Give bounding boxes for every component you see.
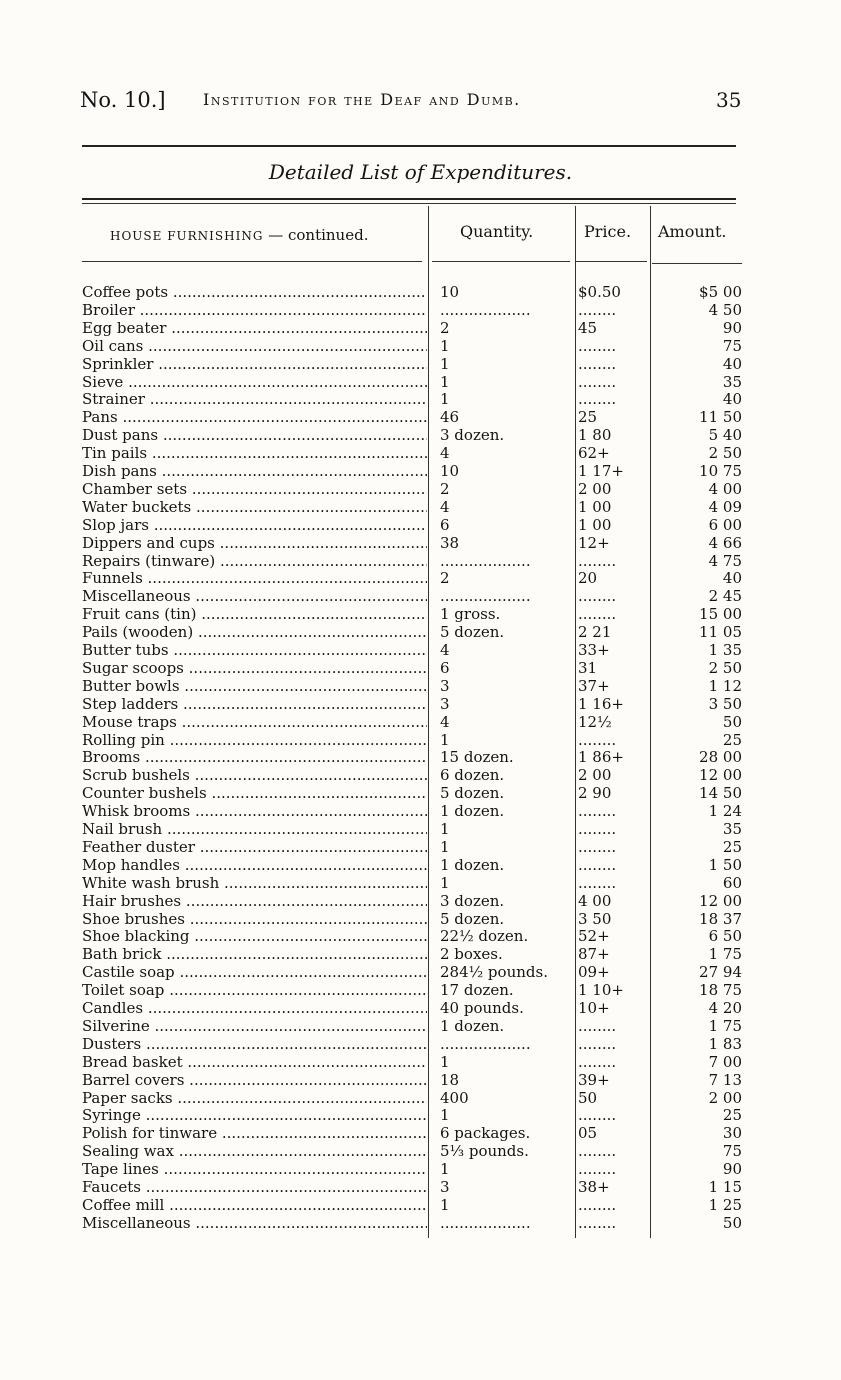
section-name: HOUSE FURNISHING xyxy=(110,229,264,243)
amount-cell: 60 xyxy=(722,873,742,892)
amount-cell: 1 50 xyxy=(708,855,742,874)
table-row xyxy=(0,534,841,552)
item-name: Oil cans ..... xyxy=(82,337,427,355)
section-continued: — continued. xyxy=(263,226,369,244)
table-row xyxy=(0,480,841,498)
price-cell: 10+ xyxy=(578,999,610,1017)
table-row xyxy=(0,373,841,391)
quantity-cell: 1 xyxy=(440,354,450,373)
quantity-cell: 5 dozen. xyxy=(440,909,505,928)
item-name: Hair brushes ..... xyxy=(82,892,427,910)
amount-cell: 1 12 xyxy=(708,676,742,695)
table-row xyxy=(0,426,841,444)
item-name: Dish pans ..... xyxy=(82,462,427,480)
quantity-cell: 3 xyxy=(440,1178,450,1196)
price-cell: ........ xyxy=(578,551,617,570)
item-name: Pails (wooden) ..... xyxy=(82,623,427,641)
quantity-cell: 6 xyxy=(440,515,450,534)
quantity-cell: 1 gross. xyxy=(440,605,501,624)
price-cell: ........ xyxy=(578,837,617,856)
amount-cell: 15 00 xyxy=(699,605,742,624)
table-row xyxy=(0,605,841,623)
amount-cell: 75 xyxy=(722,336,742,355)
item-name: Pans ..... xyxy=(82,408,427,426)
table-row xyxy=(0,677,841,695)
quantity-cell: 1 dozen. xyxy=(440,1016,505,1035)
quantity-cell: 15 dozen. xyxy=(440,748,514,767)
price-cell: 31 xyxy=(578,658,598,677)
amount-cell: 6 50 xyxy=(708,927,742,946)
item-name: Bread basket ..... xyxy=(82,1053,427,1071)
price-cell: 1 17+ xyxy=(578,462,624,480)
quantity-cell: 400 xyxy=(440,1088,469,1107)
table-row xyxy=(0,1142,841,1160)
price-cell: 05 xyxy=(578,1124,598,1143)
table-row xyxy=(0,945,841,963)
table-row xyxy=(0,1071,841,1089)
quantity-cell: 1 xyxy=(440,1160,450,1179)
price-cell: ........ xyxy=(578,605,617,624)
amount-cell: 14 50 xyxy=(699,784,742,803)
table-row xyxy=(0,838,841,856)
table-row xyxy=(0,283,841,301)
item-name: Miscellaneous ..... xyxy=(82,587,427,605)
amount-cell: 40 xyxy=(722,354,742,373)
amount-cell: 50 xyxy=(722,712,742,731)
price-cell: ........ xyxy=(578,873,617,892)
item-name: Sugar scoops ..... xyxy=(82,659,427,677)
quantity-cell: ................... xyxy=(440,1213,531,1232)
item-name: Repairs (tinware) ..... xyxy=(82,552,427,570)
amount-cell: 11 05 xyxy=(699,623,742,642)
price-cell: 1 80 xyxy=(578,426,612,445)
item-name: Mop handles ..... xyxy=(82,856,427,874)
item-name: Butter bowls ..... xyxy=(82,677,427,695)
item-name: Sprinkler ..... xyxy=(82,355,427,373)
quantity-cell: ................... xyxy=(440,300,531,319)
amount-cell: 4 20 xyxy=(708,999,742,1017)
item-name: Syringe ..... xyxy=(82,1106,427,1124)
amount-cell: 4 00 xyxy=(708,479,742,498)
table-row xyxy=(0,623,841,641)
quantity-cell: 1 xyxy=(440,873,450,892)
running-header xyxy=(0,88,841,118)
item-name: Castile soap ..... xyxy=(82,963,427,981)
quantity-cell: 2 xyxy=(440,318,450,337)
item-name: Faucets ..... xyxy=(82,1178,427,1196)
amount-cell: 1 75 xyxy=(708,1016,742,1035)
price-cell: 1 00 xyxy=(578,497,612,516)
price-cell: 12+ xyxy=(578,533,610,552)
table-row xyxy=(0,641,841,659)
table-row xyxy=(0,1214,841,1232)
item-name: Coffee pots ..... xyxy=(82,283,427,301)
amount-cell: 27 94 xyxy=(699,963,742,982)
quantity-cell: ................... xyxy=(440,1034,531,1053)
quantity-cell: 1 xyxy=(440,336,450,355)
price-cell: ........ xyxy=(578,1160,617,1179)
table-row xyxy=(0,856,841,874)
section-heading xyxy=(110,226,368,244)
price-cell: ........ xyxy=(578,1052,617,1071)
amount-cell: 4 75 xyxy=(708,551,742,570)
item-name: Coffee mill ..... xyxy=(82,1196,427,1214)
table-row xyxy=(0,462,841,480)
price-cell: ........ xyxy=(578,730,617,749)
quantity-cell: 4 xyxy=(440,712,450,731)
amount-cell: 90 xyxy=(722,1160,742,1179)
table-row xyxy=(0,355,841,373)
item-name: Sieve ..... xyxy=(82,373,427,391)
amount-cell: 1 83 xyxy=(708,1034,742,1053)
quantity-cell: 6 packages. xyxy=(440,1124,531,1143)
price-cell: 2 21 xyxy=(578,623,612,642)
header-underline-price xyxy=(575,261,647,262)
table-row xyxy=(0,713,841,731)
quantity-cell: 6 xyxy=(440,658,450,677)
item-name: Water buckets ..... xyxy=(82,498,427,516)
quantity-cell: 1 xyxy=(440,820,450,838)
price-cell: 52+ xyxy=(578,927,610,946)
quantity-cell: 46 xyxy=(440,408,460,427)
table-row xyxy=(0,820,841,838)
price-cell: 45 xyxy=(578,318,598,337)
amount-cell: 75 xyxy=(722,1142,742,1161)
item-name: Silverine ..... xyxy=(82,1017,427,1035)
quantity-cell: 3 dozen. xyxy=(440,891,505,910)
price-cell: 2 00 xyxy=(578,479,612,498)
table-row xyxy=(0,301,841,319)
table-top-rule xyxy=(82,198,736,200)
item-name: Funnels ..... xyxy=(82,569,427,587)
amount-cell: 1 25 xyxy=(708,1195,742,1214)
price-cell: 1 86+ xyxy=(578,748,624,767)
amount-cell: 30 xyxy=(722,1124,742,1143)
amount-cell: 25 xyxy=(722,1106,742,1125)
price-cell: 33+ xyxy=(578,641,610,659)
table-row xyxy=(0,337,841,355)
quantity-cell: 3 dozen. xyxy=(440,426,505,445)
price-cell: ........ xyxy=(578,1195,617,1214)
item-name: Chamber sets ..... xyxy=(82,480,427,498)
amount-cell: $5 00 xyxy=(699,283,742,301)
table-row xyxy=(0,444,841,462)
header-rule xyxy=(82,145,736,147)
item-name: Polish for tinware ..... xyxy=(82,1124,427,1142)
amount-cell: 3 50 xyxy=(708,694,742,713)
price-cell: ........ xyxy=(578,802,617,821)
item-name: Dippers and cups ..... xyxy=(82,534,427,552)
item-name: Shoe brushes ..... xyxy=(82,910,427,928)
table-row xyxy=(0,802,841,820)
quantity-cell: 1 xyxy=(440,837,450,856)
amount-cell: 1 75 xyxy=(708,945,742,964)
price-cell: ........ xyxy=(578,1213,617,1232)
table-row xyxy=(0,1160,841,1178)
amount-cell: 35 xyxy=(722,372,742,391)
table-row xyxy=(0,927,841,945)
quantity-cell: 22½ dozen. xyxy=(440,927,529,946)
amount-cell: 1 35 xyxy=(708,641,742,659)
item-name: Brooms ..... xyxy=(82,748,427,766)
item-name: Scrub bushels ..... xyxy=(82,766,427,784)
item-name: Dusters ..... xyxy=(82,1035,427,1053)
quantity-cell: 3 xyxy=(440,694,450,713)
amount-cell: 4 09 xyxy=(708,497,742,516)
price-cell: ........ xyxy=(578,300,617,319)
price-cell: 20 xyxy=(578,569,598,588)
price-cell: 12½ xyxy=(578,712,612,731)
price-cell: 38+ xyxy=(578,1178,610,1196)
table-row xyxy=(0,910,841,928)
item-name: Nail brush ..... xyxy=(82,820,427,838)
item-name: Butter tubs ..... xyxy=(82,641,427,659)
quantity-cell: 2 xyxy=(440,479,450,498)
quantity-cell: 1 xyxy=(440,372,450,391)
table-row xyxy=(0,569,841,587)
quantity-cell: 4 xyxy=(440,641,450,659)
price-cell: 1 10+ xyxy=(578,981,624,1000)
quantity-cell: 5 dozen. xyxy=(440,784,505,803)
amount-cell: 1 15 xyxy=(708,1178,742,1196)
item-name: Whisk brooms ..... xyxy=(82,802,427,820)
quantity-cell: 3 xyxy=(440,676,450,695)
table-top-rule-thin xyxy=(82,203,736,204)
table-row xyxy=(0,587,841,605)
table-row xyxy=(0,1196,841,1214)
item-name: Slop jars ..... xyxy=(82,516,427,534)
amount-cell: 1 24 xyxy=(708,802,742,821)
item-name: White wash brush ..... xyxy=(82,874,427,892)
item-name: Paper sacks ..... xyxy=(82,1089,427,1107)
quantity-cell: ................... xyxy=(440,551,531,570)
item-name: Egg beater ..... xyxy=(82,319,427,337)
amount-cell: 5 40 xyxy=(708,426,742,445)
quantity-cell: 4 xyxy=(440,497,450,516)
amount-cell: 18 75 xyxy=(699,981,742,1000)
amount-cell: 40 xyxy=(722,390,742,409)
page-subtitle: Detailed List of Expenditures. xyxy=(268,160,573,184)
quantity-cell: 4 xyxy=(440,444,450,463)
amount-cell: 18 37 xyxy=(699,909,742,928)
amount-cell: 4 50 xyxy=(708,300,742,319)
quantity-cell: 6 dozen. xyxy=(440,766,505,785)
amount-cell: 50 xyxy=(722,1213,742,1232)
quantity-cell: 1 xyxy=(440,1106,450,1125)
table-row xyxy=(0,1178,841,1196)
item-name: Feather duster ..... xyxy=(82,838,427,856)
price-cell: 37+ xyxy=(578,676,610,695)
header-underline-section xyxy=(82,261,422,262)
price-cell: 1 16+ xyxy=(578,694,624,713)
price-cell: 39+ xyxy=(578,1070,610,1089)
amount-cell: 7 13 xyxy=(708,1070,742,1089)
price-cell: ........ xyxy=(578,1016,617,1035)
amount-cell: 12 00 xyxy=(699,891,742,910)
table-row xyxy=(0,659,841,677)
item-name: Step ladders ..... xyxy=(82,695,427,713)
quantity-cell: 2 xyxy=(440,569,450,588)
amount-cell: 2 00 xyxy=(708,1088,742,1107)
price-cell: 4 00 xyxy=(578,891,612,910)
price-cell: ........ xyxy=(578,1142,617,1161)
price-cell: ........ xyxy=(578,855,617,874)
price-cell: 3 50 xyxy=(578,909,612,928)
amount-cell: 2 50 xyxy=(708,444,742,463)
amount-cell: 2 50 xyxy=(708,658,742,677)
amount-cell: 90 xyxy=(722,318,742,337)
price-cell: 87+ xyxy=(578,945,610,964)
amount-cell: 6 00 xyxy=(708,515,742,534)
price-cell: ........ xyxy=(578,1034,617,1053)
price-cell: ........ xyxy=(578,587,617,606)
table-row xyxy=(0,748,841,766)
price-cell: 2 00 xyxy=(578,766,612,785)
table-row xyxy=(0,1017,841,1035)
quantity-cell: 5 dozen. xyxy=(440,623,505,642)
quantity-cell: 1 dozen. xyxy=(440,855,505,874)
table-row xyxy=(0,695,841,713)
quantity-cell: 1 xyxy=(440,730,450,749)
price-cell: 09+ xyxy=(578,963,610,982)
item-name: Sealing wax ..... xyxy=(82,1142,427,1160)
amount-cell: 7 00 xyxy=(708,1052,742,1071)
table-row xyxy=(0,892,841,910)
item-name: Shoe blacking ..... xyxy=(82,927,427,945)
item-name: Strainer ..... xyxy=(82,390,427,408)
item-name: Rolling pin ..... xyxy=(82,731,427,749)
quantity-cell: 18 xyxy=(440,1070,460,1089)
quantity-cell: 40 pounds. xyxy=(440,999,524,1017)
item-name: Mouse traps ..... xyxy=(82,713,427,731)
item-name: Dust pans ..... xyxy=(82,426,427,444)
amount-cell: 28 00 xyxy=(699,748,742,767)
table-row xyxy=(0,874,841,892)
price-cell: 50 xyxy=(578,1088,598,1107)
price-cell: $0.50 xyxy=(578,283,621,301)
amount-cell: 25 xyxy=(722,730,742,749)
quantity-header: Quantity. xyxy=(460,222,534,241)
quantity-cell: ................... xyxy=(440,587,531,606)
header-underline-quantity xyxy=(432,261,570,262)
table-row xyxy=(0,981,841,999)
table-row xyxy=(0,1106,841,1124)
quantity-cell: 1 xyxy=(440,1052,450,1071)
item-name: Tin pails ..... xyxy=(82,444,427,462)
table-row xyxy=(0,766,841,784)
quantity-cell: 10 xyxy=(440,283,460,301)
table-row xyxy=(0,390,841,408)
price-cell: 2 90 xyxy=(578,784,612,803)
price-cell: 25 xyxy=(578,408,598,427)
quantity-cell: 10 xyxy=(440,462,460,480)
quantity-cell: 1 xyxy=(440,390,450,409)
quantity-cell: 284½ pounds. xyxy=(440,963,548,982)
item-name: Candles ..... xyxy=(82,999,427,1017)
quantity-cell: 1 dozen. xyxy=(440,802,505,821)
price-cell: ........ xyxy=(578,336,617,355)
item-name: Toilet soap ..... xyxy=(82,981,427,999)
item-name: Counter bushels ..... xyxy=(82,784,427,802)
item-name: Bath brick ..... xyxy=(82,945,427,963)
table-row xyxy=(0,516,841,534)
item-name: Barrel covers ..... xyxy=(82,1071,427,1089)
table-row xyxy=(0,1124,841,1142)
price-cell: 62+ xyxy=(578,444,610,463)
table-row xyxy=(0,963,841,981)
table-row xyxy=(0,784,841,802)
table-row xyxy=(0,1089,841,1107)
price-cell: ........ xyxy=(578,372,617,391)
quantity-cell: 38 xyxy=(440,533,460,552)
amount-cell: 10 75 xyxy=(699,462,742,480)
price-cell: 1 00 xyxy=(578,515,612,534)
quantity-cell: 2 boxes. xyxy=(440,945,503,964)
header-underline-amount xyxy=(652,263,742,264)
price-cell: ........ xyxy=(578,1106,617,1125)
amount-cell: 35 xyxy=(722,820,742,838)
item-name: Tape lines ..... xyxy=(82,1160,427,1178)
table-row xyxy=(0,498,841,516)
quantity-cell: 17 dozen. xyxy=(440,981,514,1000)
price-cell: ........ xyxy=(578,354,617,373)
amount-header: Amount. xyxy=(658,222,727,241)
price-cell: ........ xyxy=(578,390,617,409)
item-name: Broiler ..... xyxy=(82,301,427,319)
table-row xyxy=(0,552,841,570)
table-row xyxy=(0,1035,841,1053)
table-row xyxy=(0,999,841,1017)
quantity-cell: 1 xyxy=(440,1195,450,1214)
price-cell: ........ xyxy=(578,820,617,838)
item-name: Miscellaneous ..... xyxy=(82,1214,427,1232)
amount-cell: 40 xyxy=(722,569,742,588)
running-title: Institution for the Deaf and Dumb. xyxy=(203,90,521,109)
amount-cell: 2 45 xyxy=(708,587,742,606)
page-number: 35 xyxy=(716,88,742,112)
table-row xyxy=(0,1053,841,1071)
amount-cell: 11 50 xyxy=(699,408,742,427)
table-row xyxy=(0,319,841,337)
amount-cell: 4 66 xyxy=(708,533,742,552)
item-name: Fruit cans (tin) ..... xyxy=(82,605,427,623)
table-row xyxy=(0,731,841,749)
amount-cell: 12 00 xyxy=(699,766,742,785)
table-row xyxy=(0,408,841,426)
price-header: Price. xyxy=(584,222,632,241)
document-number: No. 10.] xyxy=(80,88,166,112)
quantity-cell: 5⅓ pounds. xyxy=(440,1142,529,1161)
amount-cell: 25 xyxy=(722,837,742,856)
